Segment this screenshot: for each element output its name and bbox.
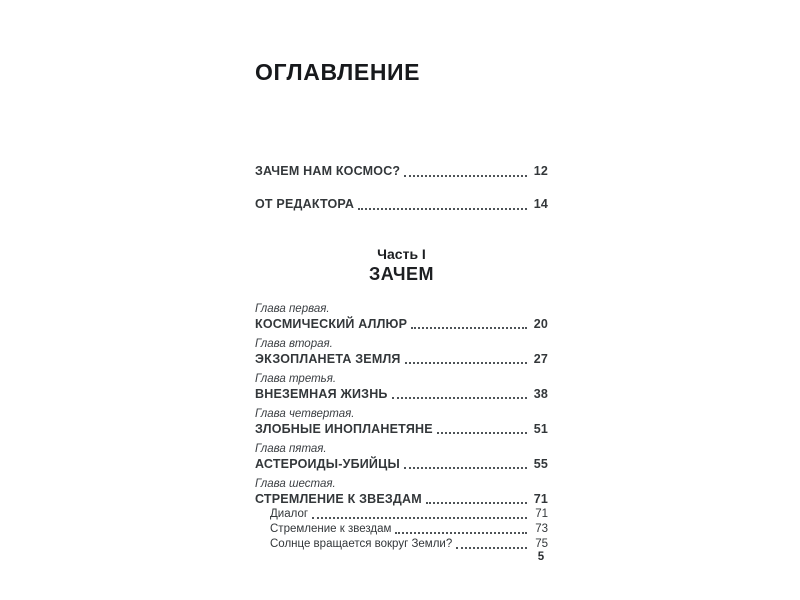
chapter-title-row [255, 456, 548, 472]
chapter-caption: Глава пятая. [255, 443, 327, 455]
chapter-caption: Глава третья. [255, 373, 337, 385]
subentry-dialog [255, 507, 548, 522]
chapter-page: 71 [533, 492, 548, 506]
chapter-title: ВНЕЗЕМНАЯ ЖИЗНЬ [255, 387, 388, 401]
folio-page-number: 5 [537, 551, 545, 563]
dot-leader [312, 517, 527, 519]
chapter-title: АСТЕРОИДЫ-УБИЙЦЫ [255, 457, 400, 471]
chapter-title-row [255, 316, 548, 332]
chapter-caption: Глава вторая. [255, 338, 333, 350]
chapter-entry-3 [255, 372, 548, 402]
toc-entry-label: ОТ РЕДАКТОРА [255, 197, 355, 211]
chapter-title-row [255, 386, 548, 402]
dot-leader [404, 175, 527, 177]
dot-leader [426, 502, 527, 504]
chapter-page: 27 [533, 352, 548, 366]
chapter-entry-2 [255, 337, 548, 367]
chapter-page: 51 [533, 422, 548, 436]
part-title: ЗАЧЕМ [368, 264, 435, 284]
chapter-title-row [255, 491, 548, 507]
chapter-page: 55 [533, 457, 548, 471]
subentry-page: 75 [535, 538, 548, 550]
chapter-entry-1 [255, 302, 548, 332]
chapter-title: КОСМИЧЕСКИЙ АЛЛЮР [255, 317, 408, 331]
toc-content-column [255, 58, 548, 557]
subentry-sun-around-earth [255, 537, 548, 552]
subentry-page: 71 [535, 508, 548, 520]
part-kicker: Часть I [377, 246, 426, 262]
chapter-entry-4 [255, 407, 548, 437]
dot-leader [358, 208, 527, 210]
frontmatter-section [255, 163, 548, 213]
subentry-label: Стремление к звездам [270, 523, 392, 535]
page-title: ОГЛАВЛЕНИЕ [255, 59, 421, 85]
dot-leader [411, 327, 527, 329]
toc-entry-from-editor [255, 196, 548, 213]
chapter-caption: Глава четвертая. [255, 408, 355, 420]
part-header [255, 245, 548, 285]
chapter-entry-6 [255, 477, 548, 552]
chapter-title: ЭКЗОПЛАНЕТА ЗЕМЛЯ [255, 352, 401, 366]
subentry-page: 73 [535, 523, 548, 535]
chapter-caption: Глава первая. [255, 303, 330, 315]
chapter-entry-5 [255, 442, 548, 472]
toc-entry-label: ЗАЧЕМ НАМ КОСМОС? [255, 164, 401, 178]
dot-leader [405, 362, 527, 364]
subentry-striving-to-stars [255, 522, 548, 537]
dot-leader [392, 397, 527, 399]
dot-leader [437, 432, 527, 434]
chapter-title-row [255, 351, 548, 367]
toc-entry-why-space [255, 163, 548, 180]
dot-leader [404, 467, 527, 469]
toc-entry-page: 14 [533, 197, 548, 211]
subentry-label: Диалог [270, 508, 309, 520]
subentry-label: Солнце вращается вокруг Земли? [270, 538, 453, 550]
toc-entry-page: 12 [533, 164, 548, 178]
chapter-page: 38 [533, 387, 548, 401]
subentry-list [255, 507, 548, 552]
dot-leader [456, 547, 527, 549]
chapter-title-row [255, 421, 548, 437]
chapter-title: ЗЛОБНЫЕ ИНОПЛАНЕТЯНЕ [255, 422, 433, 436]
chapter-title: СТРЕМЛЕНИЕ К ЗВЕЗДАМ [255, 492, 422, 506]
chapter-page: 20 [533, 317, 548, 331]
dot-leader [395, 532, 527, 534]
chapter-caption: Глава шестая. [255, 478, 336, 490]
chapter-list [255, 302, 548, 552]
